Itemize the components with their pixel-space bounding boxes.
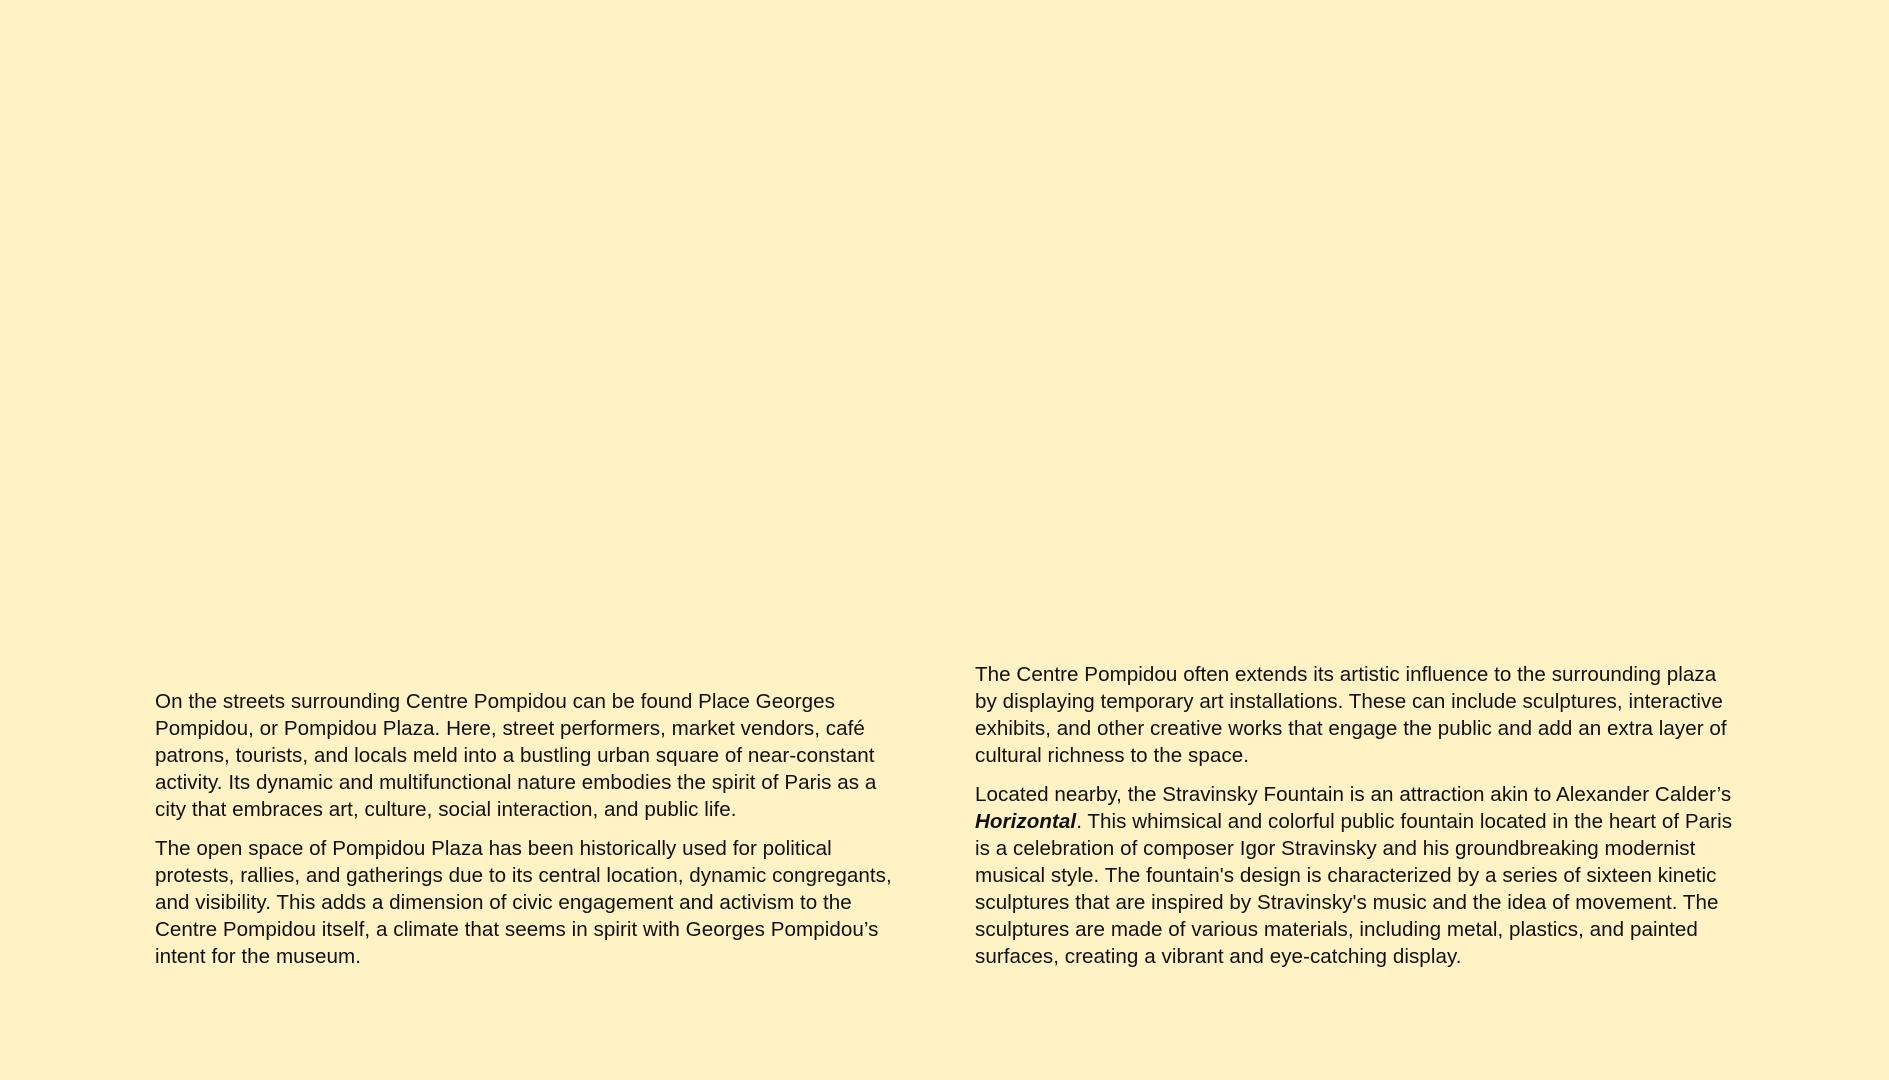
right-column <box>975 661 1735 970</box>
protests-paragraph: The open space of Pompidou Plaza has been historically used for political protests, rallies, and gatherings due to its central location, dynamic congregants, and visibility. This adds a dimension of civic engagement and activism to the Centre Pompidou itself, a climate that seems in spirit with Georges Pompidou’s intent for the museum. <box>155 837 892 968</box>
plaza-paragraph: On the streets surrounding Centre Pompidou can be found Place Georges Pompidou, or Pompidou Plaza. Here, street performers, market vendors, café patrons, tourists, and locals meld into a bustling urban square of near-constant activity. Its dynamic and multifunctional nature embodies the spirit of Paris as a city that embraces art, culture, social interaction, and public life. <box>155 690 877 821</box>
article-body <box>155 0 1735 970</box>
artwork-title: Horizontal <box>975 810 1077 833</box>
left-column <box>155 688 893 970</box>
fountain-text-start: Located nearby, the Stravinsky Fountain is an attraction akin to Alexander Calder’s <box>975 783 1732 806</box>
fountain-paragraph <box>975 781 1735 970</box>
installations-paragraph: The Centre Pompidou often extends its artistic influence to the surrounding plaza by displaying temporary art installations. These can include sculptures, interactive exhibits, and other creative works that engage the public and add an extra layer of cultural richness to the space. <box>975 663 1727 767</box>
fountain-text-end: . This whimsical and colorful public fountain located in the heart of Paris is a celebration of composer Igor Stravinsky and his groundbreaking modernist musical style. The fountain's design is characterized by a series of sixteen kinetic sculptures that are inspired by Stravinsky's music and the idea of movement. The sculptures are made of various materials, including metal, plastics, and painted surfaces, creating a vibrant and eye-catching display. <box>975 810 1733 968</box>
